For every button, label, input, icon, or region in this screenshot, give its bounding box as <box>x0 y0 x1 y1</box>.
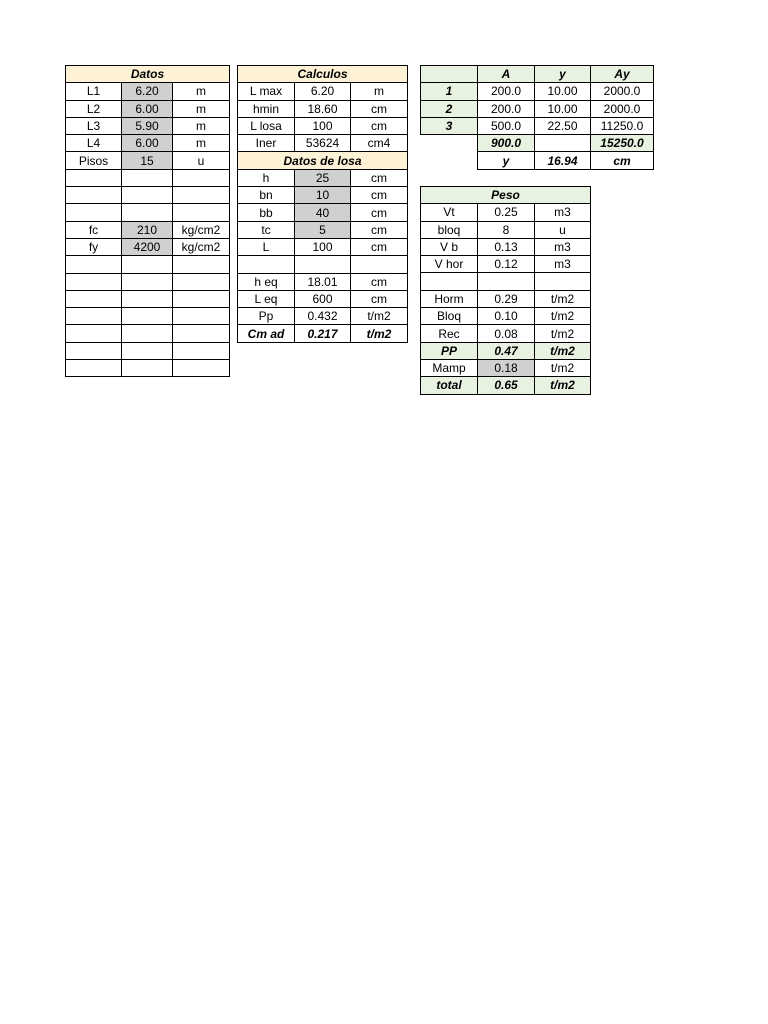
table-row <box>66 169 230 186</box>
cell[interactable]: 2000.0 <box>591 83 654 100</box>
header-cell: Ay <box>591 66 654 83</box>
cell[interactable] <box>173 325 230 342</box>
cell[interactable]: t/m2 <box>535 377 591 394</box>
cell[interactable]: total <box>421 377 478 394</box>
cell[interactable]: L losa <box>238 117 295 134</box>
table-row <box>238 204 408 221</box>
cell[interactable]: u <box>535 221 591 238</box>
table-row <box>66 290 230 307</box>
cell[interactable] <box>66 256 122 273</box>
cell[interactable]: t/m2 <box>351 325 408 342</box>
table-row <box>421 238 591 255</box>
table-row <box>238 100 408 117</box>
cell[interactable]: h <box>238 169 295 186</box>
cell[interactable]: 0.12 <box>478 256 535 273</box>
cell[interactable] <box>238 256 295 273</box>
table-row <box>421 308 591 325</box>
cell[interactable]: 10.00 <box>535 83 591 100</box>
header-cell <box>421 66 478 83</box>
input-cell[interactable]: 15 <box>122 152 173 169</box>
input-cell[interactable]: 5.90 <box>122 117 173 134</box>
result-label[interactable]: y <box>478 152 535 169</box>
cell[interactable]: L max <box>238 83 295 100</box>
table-row <box>66 342 230 359</box>
datos-table <box>65 65 230 377</box>
cell[interactable]: cm <box>351 273 408 290</box>
cell[interactable] <box>66 273 122 290</box>
cell[interactable]: cm <box>351 204 408 221</box>
input-cell[interactable]: 4200 <box>122 238 173 255</box>
table-row <box>421 325 591 342</box>
table-row <box>238 221 408 238</box>
cell[interactable] <box>173 342 230 359</box>
cell[interactable]: 0.65 <box>478 377 535 394</box>
cell[interactable]: 100 <box>295 117 351 134</box>
sum-row <box>421 135 654 152</box>
table-row <box>238 187 408 204</box>
input-cell[interactable]: 6.00 <box>122 100 173 117</box>
cell[interactable] <box>66 169 122 186</box>
cell[interactable]: cm <box>351 169 408 186</box>
table-row <box>66 221 230 238</box>
cell[interactable]: 0.13 <box>478 238 535 255</box>
cell[interactable] <box>66 342 122 359</box>
cell[interactable]: Pp <box>238 308 295 325</box>
input-cell[interactable]: 0.18 <box>478 359 535 376</box>
cell[interactable]: Pisos <box>66 152 122 169</box>
cell[interactable] <box>66 204 122 221</box>
table-row <box>421 342 591 359</box>
cell[interactable]: 2000.0 <box>591 100 654 117</box>
cell[interactable]: 0.10 <box>478 308 535 325</box>
cell[interactable] <box>173 256 230 273</box>
cell[interactable]: m <box>351 83 408 100</box>
cell[interactable]: bloq <box>421 221 478 238</box>
cell[interactable]: u <box>173 152 230 169</box>
cell[interactable] <box>66 308 122 325</box>
blank-cell <box>421 135 478 152</box>
result-unit[interactable]: cm <box>591 152 654 169</box>
input-cell[interactable]: 6.00 <box>122 135 173 152</box>
calculos-title: Calculos <box>238 66 408 83</box>
table-row <box>421 83 654 100</box>
row-label[interactable]: 1 <box>421 83 478 100</box>
cell[interactable]: t/m2 <box>535 308 591 325</box>
cell[interactable]: V b <box>421 238 478 255</box>
cell[interactable]: Iner <box>238 135 295 152</box>
cell[interactable]: m <box>173 117 230 134</box>
cell[interactable]: m3 <box>535 256 591 273</box>
table-row <box>421 377 591 394</box>
cell[interactable]: L4 <box>66 135 122 152</box>
cell[interactable]: V hor <box>421 256 478 273</box>
cell[interactable]: t/m2 <box>535 359 591 376</box>
cell[interactable] <box>535 135 591 152</box>
header-cell: A <box>478 66 535 83</box>
header-cell: y <box>535 66 591 83</box>
cell[interactable]: h eq <box>238 273 295 290</box>
result-row <box>421 152 654 169</box>
input-cell[interactable]: 25 <box>295 169 351 186</box>
table-row <box>421 290 591 307</box>
calculos-table <box>237 65 408 343</box>
cell[interactable]: m <box>173 83 230 100</box>
cell[interactable]: L eq <box>238 290 295 307</box>
cell[interactable]: m <box>173 135 230 152</box>
table-row <box>421 273 591 290</box>
cell[interactable]: t/m2 <box>535 325 591 342</box>
table-row <box>421 256 591 273</box>
cell[interactable]: 18.60 <box>295 100 351 117</box>
cell[interactable]: cm <box>351 290 408 307</box>
cell[interactable] <box>122 204 173 221</box>
cell[interactable]: cm <box>351 238 408 255</box>
input-cell[interactable]: 6.20 <box>122 83 173 100</box>
cell[interactable]: cm <box>351 117 408 134</box>
cell[interactable]: 10.00 <box>535 100 591 117</box>
cell[interactable]: L1 <box>66 83 122 100</box>
cell[interactable]: 500.0 <box>478 117 535 134</box>
table-row <box>238 273 408 290</box>
cell[interactable]: fy <box>66 238 122 255</box>
cell[interactable]: m3 <box>535 238 591 255</box>
cell[interactable]: cm4 <box>351 135 408 152</box>
cell[interactable]: t/m2 <box>535 290 591 307</box>
row-label[interactable]: 3 <box>421 117 478 134</box>
cell[interactable]: 600 <box>295 290 351 307</box>
table-row <box>238 238 408 255</box>
table-row <box>421 359 591 376</box>
cell[interactable]: fc <box>66 221 122 238</box>
cell[interactable] <box>351 256 408 273</box>
peso-title: Peso <box>421 187 591 204</box>
cell[interactable] <box>122 360 173 377</box>
table-row <box>421 117 654 134</box>
cell[interactable]: cm <box>351 187 408 204</box>
table-row <box>66 308 230 325</box>
row-label[interactable]: 2 <box>421 100 478 117</box>
blank-cell <box>421 152 478 169</box>
cell[interactable]: 11250.0 <box>591 117 654 134</box>
table-row <box>66 135 230 152</box>
cell[interactable]: Mamp <box>421 359 478 376</box>
cell[interactable]: 0.47 <box>478 342 535 359</box>
cell[interactable]: Horm <box>421 290 478 307</box>
sum-ay-cell[interactable]: 15250.0 <box>591 135 654 152</box>
table-row <box>238 325 408 342</box>
cell[interactable]: PP <box>421 342 478 359</box>
table-row <box>421 221 591 238</box>
cell[interactable] <box>295 256 351 273</box>
cell[interactable]: Rec <box>421 325 478 342</box>
cell[interactable] <box>66 360 122 377</box>
input-cell[interactable]: 40 <box>295 204 351 221</box>
cell[interactable]: tc <box>238 221 295 238</box>
cell[interactable] <box>66 290 122 307</box>
cell[interactable]: bb <box>238 204 295 221</box>
cell[interactable] <box>173 273 230 290</box>
cell[interactable]: Bloq <box>421 308 478 325</box>
cell[interactable]: L3 <box>66 117 122 134</box>
cell[interactable]: m <box>173 100 230 117</box>
cell[interactable] <box>122 169 173 186</box>
cell[interactable]: L <box>238 238 295 255</box>
cell[interactable]: kg/cm2 <box>173 221 230 238</box>
cell[interactable]: 8 <box>478 221 535 238</box>
input-cell[interactable]: 5 <box>295 221 351 238</box>
table-row <box>421 204 591 221</box>
cell[interactable] <box>173 308 230 325</box>
table-row <box>66 360 230 377</box>
cell[interactable]: 0.217 <box>295 325 351 342</box>
cell[interactable] <box>535 273 591 290</box>
cell[interactable] <box>421 273 478 290</box>
cell[interactable]: t/m2 <box>535 342 591 359</box>
table-row <box>238 117 408 134</box>
centroid-table <box>420 65 654 170</box>
table-row <box>238 83 408 100</box>
cell[interactable] <box>122 290 173 307</box>
cell[interactable]: m3 <box>535 204 591 221</box>
cell[interactable] <box>122 256 173 273</box>
table-row <box>238 256 408 273</box>
cell[interactable] <box>122 273 173 290</box>
table-row <box>66 117 230 134</box>
result-value[interactable]: 16.94 <box>535 152 591 169</box>
cell[interactable]: cm <box>351 100 408 117</box>
cell[interactable]: 18.01 <box>295 273 351 290</box>
table-row <box>238 169 408 186</box>
table-row <box>66 100 230 117</box>
table-row <box>66 325 230 342</box>
cell[interactable]: 22.50 <box>535 117 591 134</box>
cell[interactable]: kg/cm2 <box>173 238 230 255</box>
cell[interactable]: hmin <box>238 100 295 117</box>
cell[interactable] <box>66 187 122 204</box>
cell[interactable]: 6.20 <box>295 83 351 100</box>
table-row <box>66 152 230 169</box>
cell[interactable] <box>173 169 230 186</box>
input-cell[interactable]: 210 <box>122 221 173 238</box>
cell[interactable]: 0.08 <box>478 325 535 342</box>
table-row <box>238 308 408 325</box>
table-row <box>66 204 230 221</box>
sum-a-cell[interactable]: 900.0 <box>478 135 535 152</box>
cell[interactable] <box>122 325 173 342</box>
cell[interactable]: 0.432 <box>295 308 351 325</box>
peso-table <box>420 186 591 395</box>
cell[interactable]: cm <box>351 221 408 238</box>
cell[interactable]: 53624 <box>295 135 351 152</box>
cell[interactable] <box>122 342 173 359</box>
datos-de-losa-title: Datos de losa <box>238 152 408 169</box>
cell[interactable] <box>122 187 173 204</box>
cell[interactable] <box>173 290 230 307</box>
cell[interactable] <box>173 204 230 221</box>
cell[interactable]: bn <box>238 187 295 204</box>
cell[interactable]: t/m2 <box>351 308 408 325</box>
cell[interactable] <box>478 273 535 290</box>
table-row <box>238 290 408 307</box>
datos-title: Datos <box>66 66 230 83</box>
table-row <box>66 256 230 273</box>
cell[interactable]: 100 <box>295 238 351 255</box>
cell[interactable] <box>66 325 122 342</box>
cell[interactable] <box>173 360 230 377</box>
cell[interactable]: 200.0 <box>478 100 535 117</box>
cell[interactable]: L2 <box>66 100 122 117</box>
table-row <box>421 100 654 117</box>
cell[interactable]: Cm ad <box>238 325 295 342</box>
table-row <box>66 238 230 255</box>
cell[interactable]: 200.0 <box>478 83 535 100</box>
cell[interactable]: 0.29 <box>478 290 535 307</box>
cell[interactable]: Vt <box>421 204 478 221</box>
cell[interactable] <box>173 187 230 204</box>
table-row <box>66 273 230 290</box>
cell[interactable]: 0.25 <box>478 204 535 221</box>
table-row <box>238 135 408 152</box>
table-row <box>66 83 230 100</box>
table-row <box>66 187 230 204</box>
input-cell[interactable]: 10 <box>295 187 351 204</box>
cell[interactable] <box>122 308 173 325</box>
